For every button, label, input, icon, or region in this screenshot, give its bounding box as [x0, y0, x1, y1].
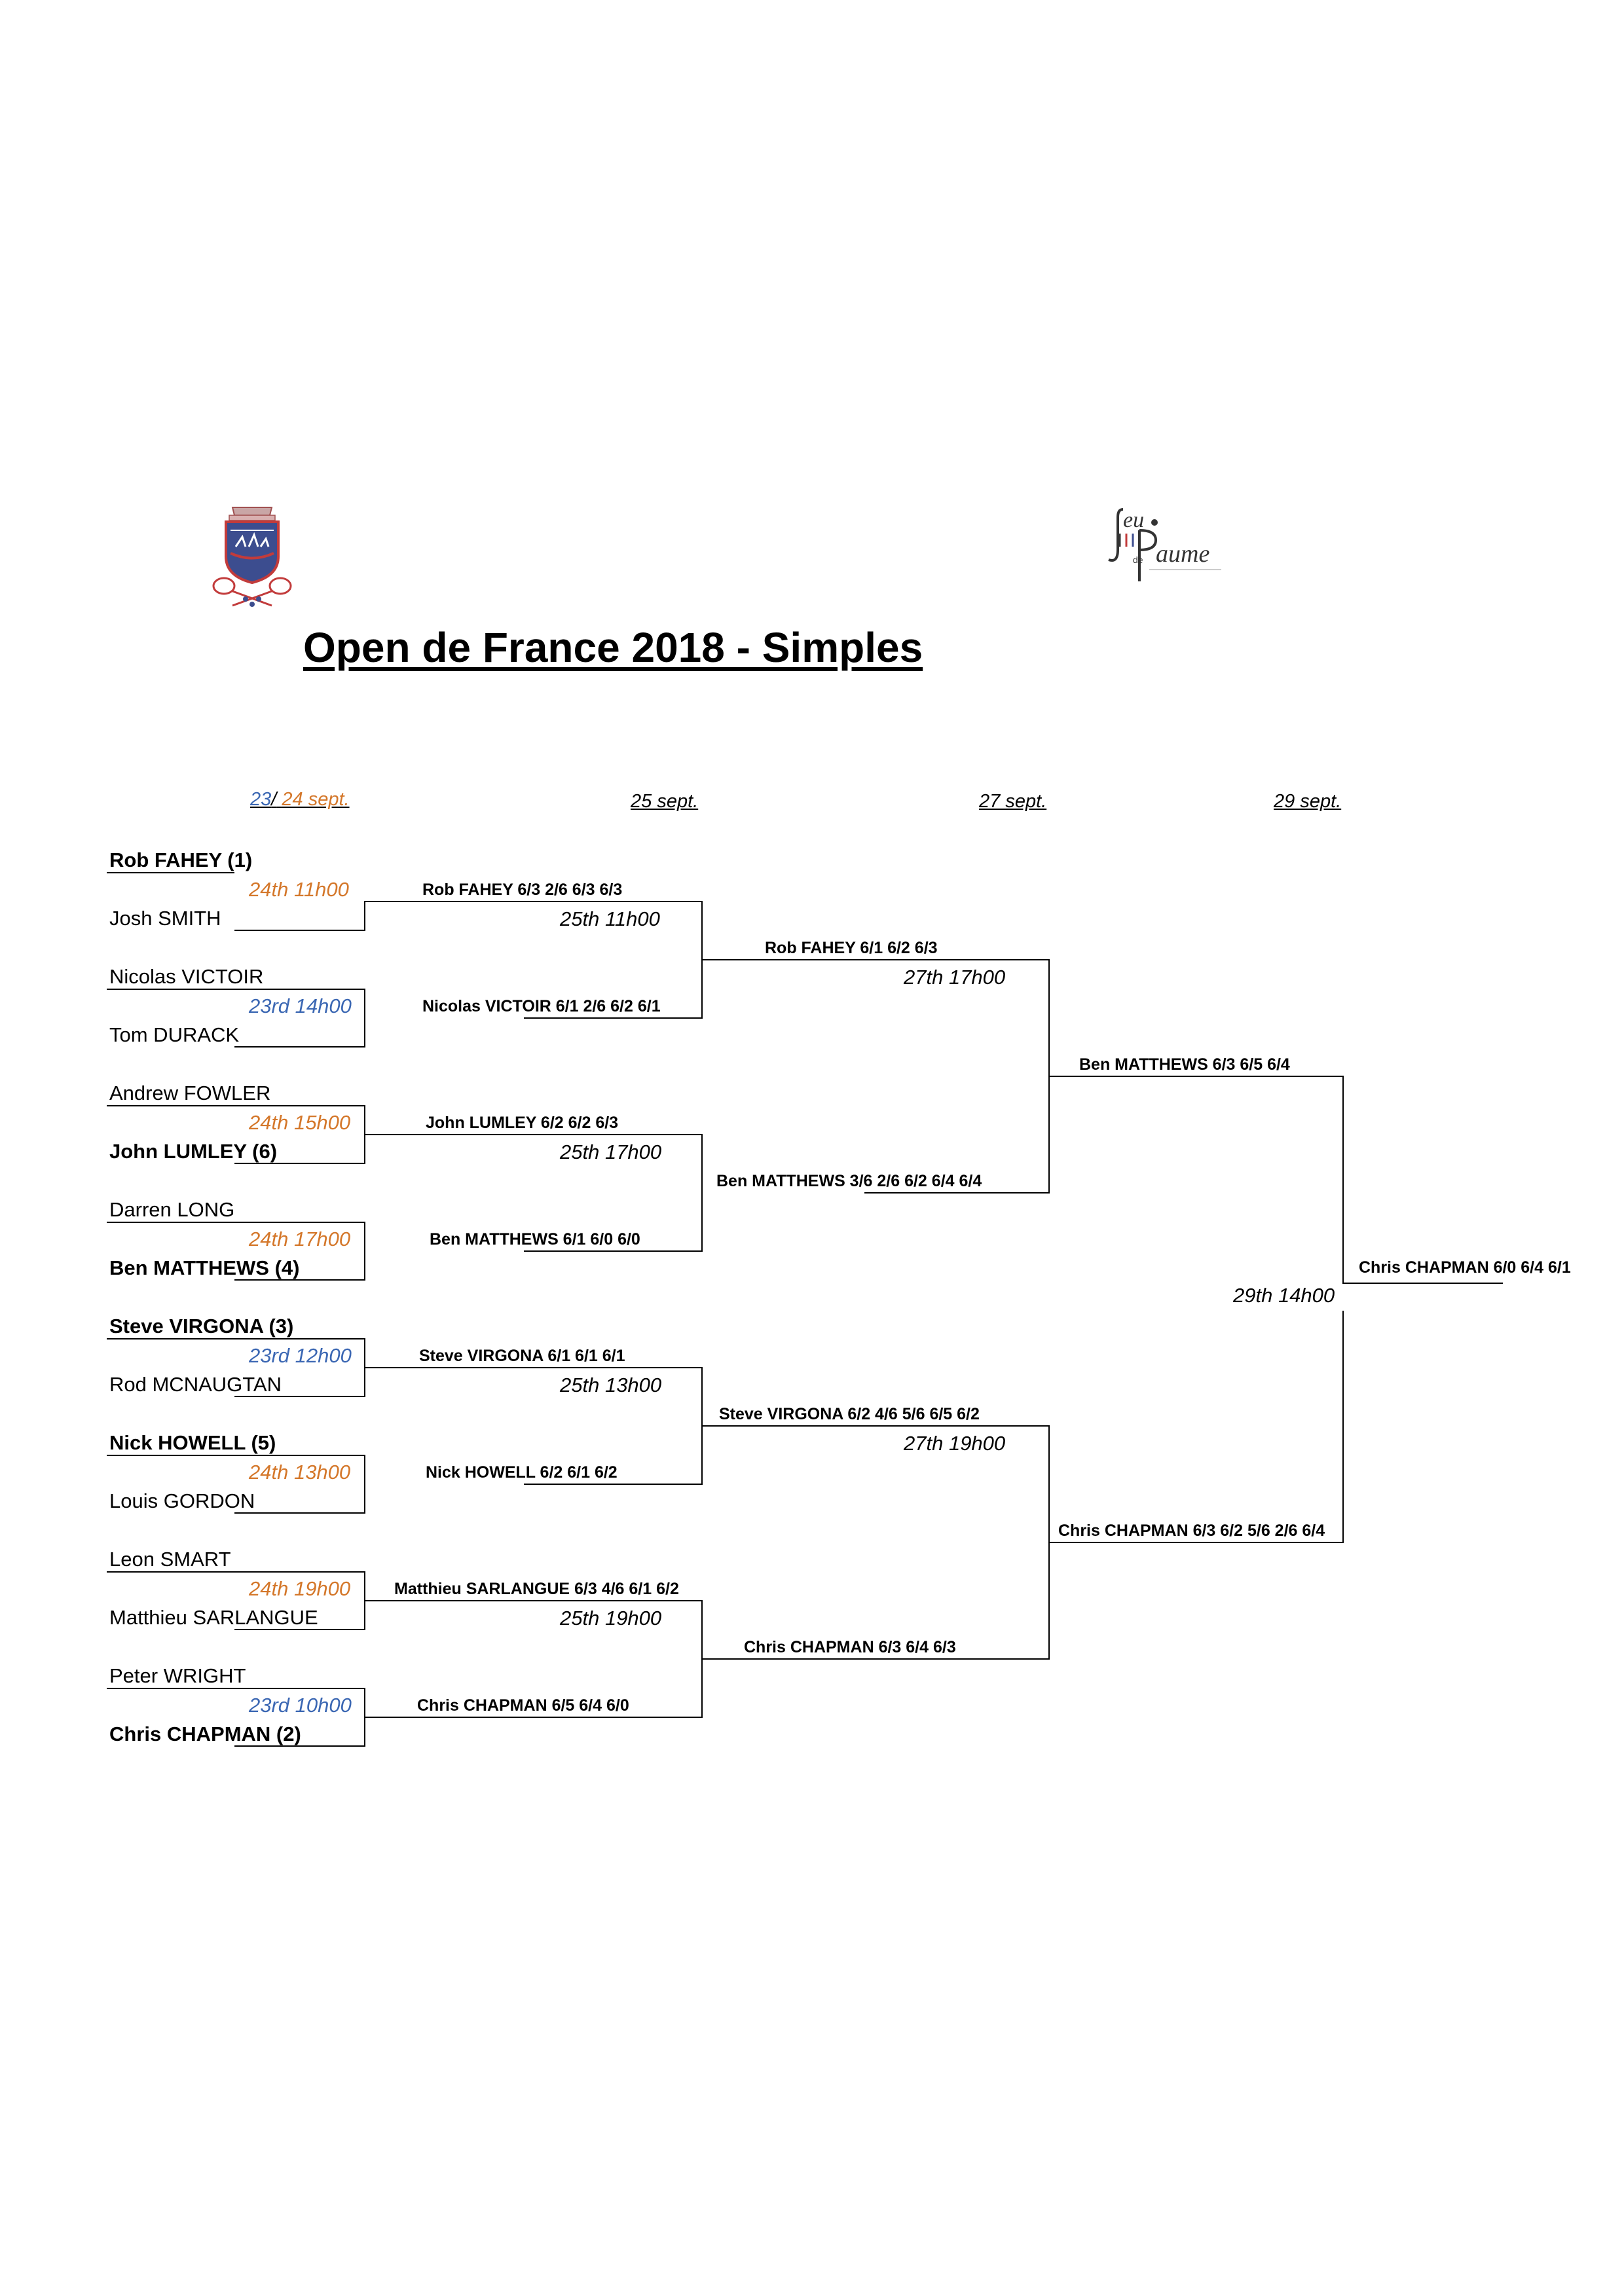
match-result: Matthieu SARLANGUE 6/3 4/6 6/1 6/2 — [394, 1580, 679, 1598]
match-schedule: 27th 19h00 — [904, 1432, 1006, 1455]
player-name: Matthieu SARLANGUE — [109, 1606, 318, 1629]
bracket-line — [234, 1629, 365, 1630]
player-name: Darren LONG — [109, 1198, 235, 1221]
match-schedule: 29th 14h00 — [1233, 1284, 1335, 1307]
bracket-line — [524, 1484, 703, 1485]
final-result: Chris CHAPMAN 6/0 6/4 6/1 — [1359, 1258, 1571, 1277]
svg-text:de: de — [1133, 555, 1143, 565]
player-name: Tom DURACK — [109, 1023, 240, 1046]
svg-text:eu: eu — [1123, 508, 1145, 532]
bracket-line — [1048, 1076, 1344, 1077]
bracket-line — [107, 989, 365, 990]
bracket-line — [524, 1017, 703, 1019]
bracket-line — [364, 901, 365, 931]
bracket-line — [364, 989, 365, 1046]
bracket-line — [107, 1455, 365, 1456]
round2-date: 25 sept. — [631, 791, 699, 812]
crest-logo — [210, 501, 295, 612]
player-name: Leon SMART — [109, 1548, 231, 1571]
match-result: Nick HOWELL 6/2 6/1 6/2 — [426, 1463, 618, 1482]
player-name: Nicolas VICTOIR — [109, 965, 264, 988]
player-name: Louis GORDON — [109, 1489, 255, 1512]
bracket-line — [234, 1745, 365, 1747]
match-result: John LUMLEY 6/2 6/2 6/3 — [426, 1114, 619, 1132]
bracket-line — [364, 1134, 703, 1135]
page-title: Open de France 2018 - Simples — [303, 624, 923, 671]
bracket-line — [524, 1250, 703, 1252]
match-result: Chris CHAPMAN 6/3 6/4 6/3 — [744, 1638, 956, 1656]
jeu-de-paume-logo — [1103, 504, 1228, 586]
player-name: John LUMLEY (6) — [109, 1140, 278, 1163]
match-schedule: 23rd 14h00 — [249, 994, 352, 1017]
round1-date-separator: / — [271, 789, 277, 810]
bracket-line — [364, 1455, 365, 1512]
bracket-line — [701, 1134, 703, 1252]
bracket-line — [107, 1222, 365, 1223]
match-schedule: 23rd 12h00 — [249, 1344, 352, 1367]
player-name: Peter WRIGHT — [109, 1664, 246, 1687]
bracket-line — [701, 1425, 1050, 1427]
bracket-line — [107, 1571, 365, 1573]
bracket-line — [364, 1222, 365, 1279]
bracket-line — [234, 1512, 365, 1514]
match-result: Steve VIRGONA 6/2 4/6 5/6 6/5 6/2 — [719, 1405, 980, 1423]
bracket-line — [107, 1338, 365, 1339]
bracket-line — [234, 1279, 365, 1281]
player-name: Rod MCNAUGTAN — [109, 1373, 282, 1396]
bracket-line — [364, 1600, 703, 1601]
match-schedule: 25th 19h00 — [560, 1607, 662, 1630]
match-schedule: 24th 17h00 — [249, 1228, 351, 1250]
bracket-line — [107, 1105, 365, 1106]
round1-date — [250, 789, 350, 811]
match-schedule: 25th 17h00 — [560, 1140, 662, 1163]
bracket-line — [701, 1658, 1050, 1660]
match-result: Rob FAHEY 6/3 2/6 6/3 6/3 — [422, 881, 623, 899]
round1-date-day1: 23 — [250, 789, 272, 810]
match-schedule: 24th 15h00 — [249, 1111, 351, 1134]
player-name: Andrew FOWLER — [109, 1082, 271, 1104]
match-result: Chris CHAPMAN 6/5 6/4 6/0 — [417, 1696, 629, 1715]
match-result: Ben MATTHEWS 3/6 2/6 6/2 6/4 6/4 — [716, 1172, 982, 1190]
bracket-line — [1342, 1283, 1503, 1284]
player-name: Rob FAHEY (1) — [109, 848, 253, 871]
bracket-line — [1342, 1311, 1344, 1542]
match-schedule: 25th 11h00 — [560, 907, 660, 930]
bracket-line — [107, 1688, 365, 1689]
player-name: Chris CHAPMAN (2) — [109, 1722, 301, 1745]
match-result: Steve VIRGONA 6/1 6/1 6/1 — [419, 1347, 625, 1365]
match-schedule: 25th 13h00 — [560, 1374, 662, 1396]
svg-text:aume: aume — [1156, 540, 1210, 568]
match-schedule: 24th 13h00 — [249, 1461, 351, 1484]
bracket-line — [107, 872, 234, 873]
match-result: Rob FAHEY 6/1 6/2 6/3 — [765, 939, 938, 957]
bracket-line — [864, 1192, 1050, 1194]
bracket-line — [234, 1163, 365, 1164]
round1-date-day2: 24 sept. — [282, 789, 350, 810]
final-date: 29 sept. — [1274, 791, 1342, 812]
match-schedule: 24th 11h00 — [249, 878, 349, 901]
bracket-line — [234, 1046, 365, 1048]
bracket-line — [1342, 1076, 1344, 1284]
match-result: Ben MATTHEWS 6/1 6/0 6/0 — [430, 1230, 640, 1248]
match-result: Ben MATTHEWS 6/3 6/5 6/4 — [1079, 1055, 1290, 1074]
player-name: Nick HOWELL (5) — [109, 1431, 276, 1454]
bracket-line — [234, 930, 365, 931]
bracket-line — [364, 1717, 703, 1718]
bracket-line — [234, 1396, 365, 1397]
player-name: Josh SMITH — [109, 907, 221, 930]
match-result: Nicolas VICTOIR 6/1 2/6 6/2 6/1 — [422, 997, 661, 1015]
player-name: Ben MATTHEWS (4) — [109, 1256, 300, 1279]
match-schedule: 23rd 10h00 — [249, 1694, 352, 1717]
match-result: Chris CHAPMAN 6/3 6/2 5/6 2/6 6/4 — [1058, 1522, 1325, 1540]
bracket-line — [701, 959, 1050, 960]
bracket-line — [364, 901, 703, 902]
match-schedule: 27th 17h00 — [904, 966, 1006, 989]
player-name: Steve VIRGONA (3) — [109, 1315, 294, 1338]
round3-date: 27 sept. — [979, 791, 1047, 812]
match-schedule: 24th 19h00 — [249, 1577, 351, 1600]
bracket-line — [364, 1367, 703, 1368]
bracket-line — [1048, 1542, 1344, 1543]
